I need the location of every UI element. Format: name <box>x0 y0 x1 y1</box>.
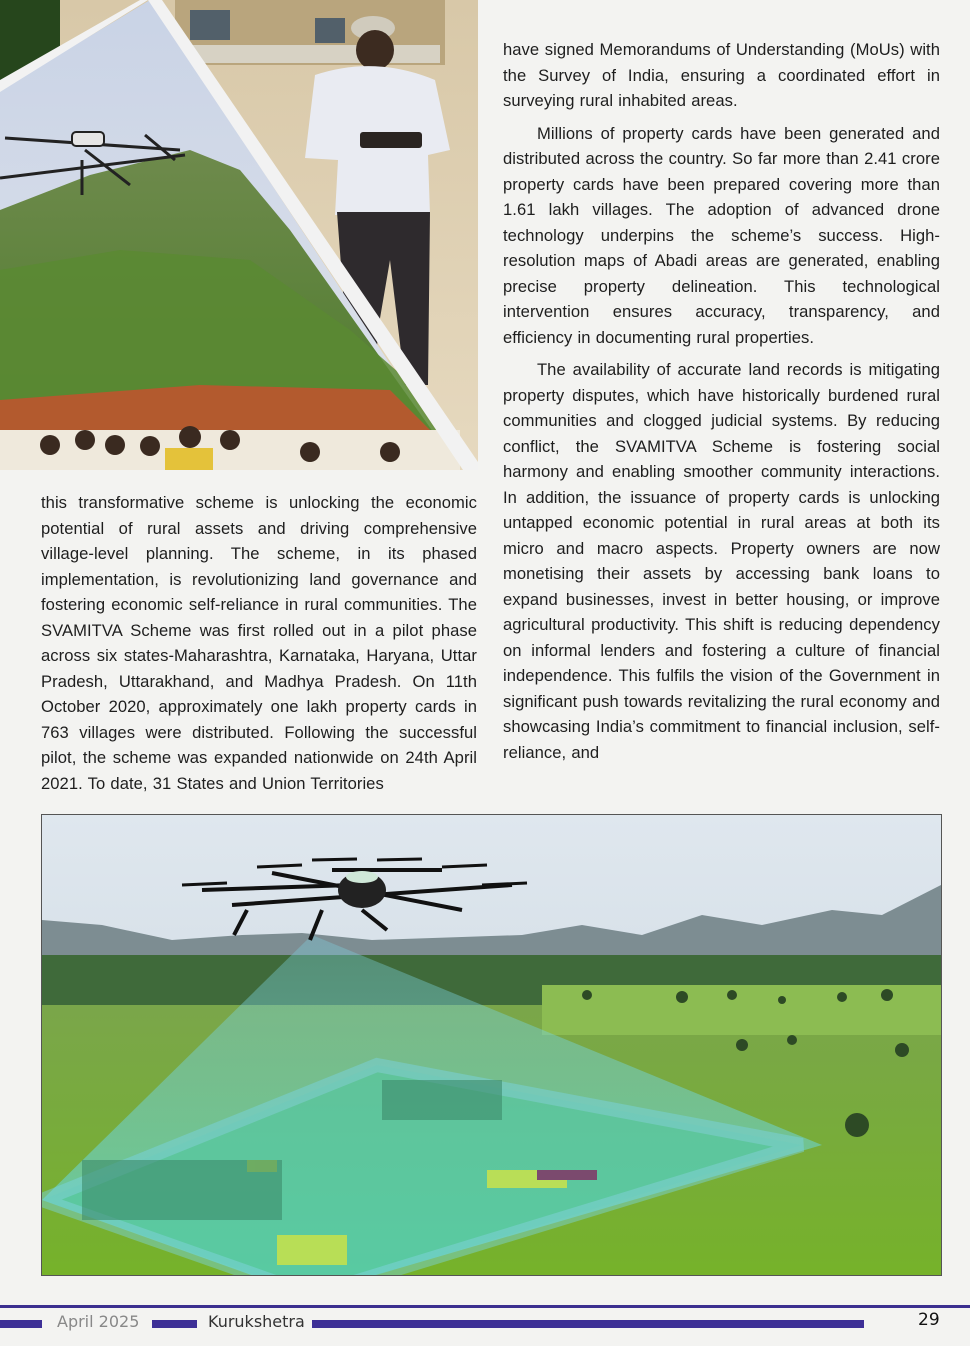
footer-accent-bar <box>152 1320 197 1328</box>
footer-accent-bar <box>0 1320 42 1328</box>
article-paragraph: Millions of property cards have been generated and distributed across the country. So far more than 2.41 crore property cards have been prepared covering more than 1.61 lakh villages. The adoption of advanced drone technology underpins the scheme’s success. High-resolution maps of Abadi areas are generated, enabling precise property delineation. This technological intervention ensures accuracy, transparency, and efficiency in documenting rural properties. <box>503 123 940 347</box>
article-paragraph: this transformative scheme is unlocking the economic potential of rural assets and driving comprehensive village-level planning. The scheme, in its phased implementation, is revolutionizing land governance and fostering economic self-reliance in rural communities. The SVAMITVA Scheme was first rolled out in a pilot phase across six states-Maharashtra, Karnataka, Haryana, Uttar Pradesh, Uttarakhand, and Madhya Pradesh. On 11th October 2020, approximately one lakh property cards in 763 villages were distributed. Following the successful pilot, the scheme was expanded nationwide on 24th April 2021. To date, 31 States and Union Territories <box>41 493 477 793</box>
footer-rule <box>0 1305 970 1308</box>
footer-accent-bar <box>312 1320 864 1328</box>
footer-magazine-name: Kurukshetra <box>208 1312 305 1331</box>
article-paragraph: have signed Memorandums of Understanding (MoUs) with the Survey of India, ensuring a coordinated effort in surveying rural inhabited areas. <box>503 40 940 110</box>
article-right-column <box>503 37 940 772</box>
footer-issue-date: April 2025 <box>57 1312 140 1331</box>
page-footer <box>0 1312 970 1334</box>
article-left-column <box>41 490 477 803</box>
drone-survey-collage-image <box>0 0 478 470</box>
article-paragraph: The availability of accurate land records is mitigating property disputes, which have historically burdened rural communities and clogged judicial systems. By reducing conflict, the SVAMITVA Scheme is fostering social harmony and enabling smoother community interactions. In addition, the issuance of property cards is unlocking untapped economic potential in rural areas at both its micro and macro aspects. Property owners are now monetising their assets by accessing bank loans to expand businesses, invest in better housing, or improve agricultural productivity. This shift is reducing dependency on informal lenders and fostering a culture of financial independence. This fulfils the vision of the Government in significant push towards revitalizing the rural economy and showcasing India’s commitment to financial inclusion, self-reliance, and <box>503 360 940 762</box>
page-number: 29 <box>918 1310 940 1330</box>
drone-mapping-illustration <box>41 814 942 1276</box>
